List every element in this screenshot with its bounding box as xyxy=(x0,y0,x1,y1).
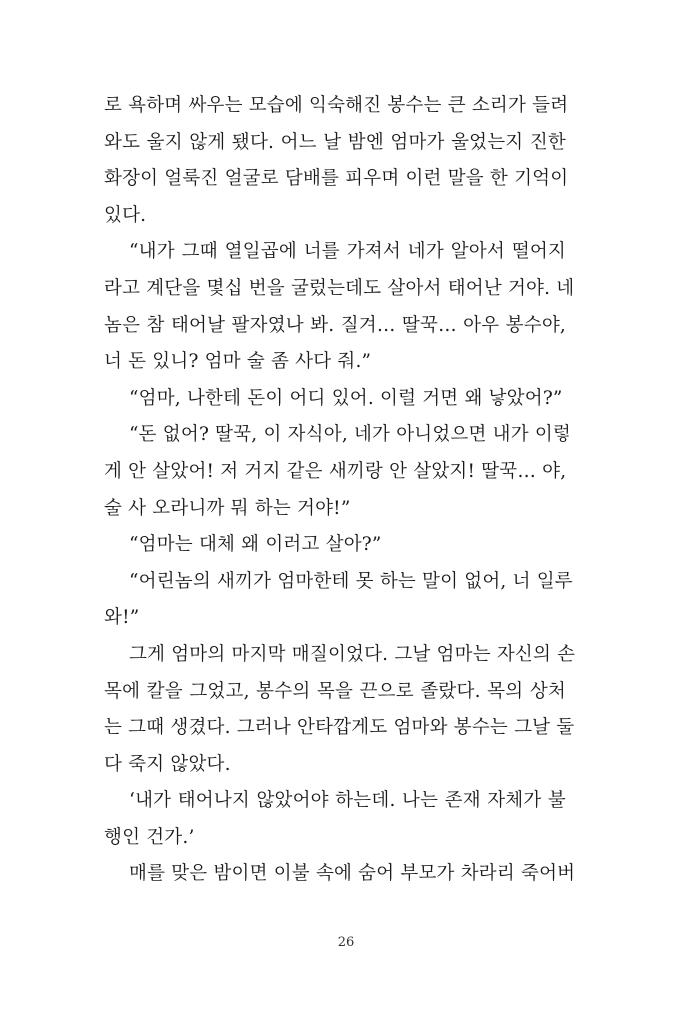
text-line: 로 욕하며 싸우는 모습에 익숙해진 봉수는 큰 소리가 들려 xyxy=(104,95,569,116)
text-line: 그게 엄마의 마지막 매질이었다. 그날 엄마는 자신의 손 xyxy=(129,643,576,665)
text-line: 는 그때 생겼다. 그러나 안타깝게도 엄마와 봉수는 그날 둘 xyxy=(104,717,575,739)
paragraph xyxy=(104,564,573,637)
paragraph xyxy=(104,417,572,527)
text-line: “엄마는 대체 왜 이러고 살아?” xyxy=(129,534,382,556)
text-line: 행인 건가.’ xyxy=(104,826,195,848)
text-line: 게 안 살았어! 저 거지 같은 새끼랑 안 살았지! 딸꾹… 야, xyxy=(104,460,567,482)
text-line: “내가 그때 열일곱에 너를 가져서 네가 알아서 떨어지 xyxy=(129,241,566,263)
text-line: 있다. xyxy=(104,204,147,226)
text-line: “돈 없어? 딸꾹, 이 자식아, 네가 아니었으면 내가 이렇 xyxy=(129,424,572,446)
page-number: 26 xyxy=(337,935,355,950)
page-body xyxy=(104,88,576,893)
paragraph xyxy=(104,637,576,783)
text-line: 와도 울지 않게 됐다. 어느 날 밤엔 엄마가 울었는지 진한 xyxy=(104,131,566,153)
text-line: 라고 계단을 몇십 번을 굴렀는데도 살아서 태어난 거야. 네 xyxy=(104,277,575,299)
text-line: 화장이 얼룩진 얼굴로 담배를 피우며 이런 말을 한 기억이 xyxy=(104,168,569,190)
text-line: 너 돈 있니? 엄마 술 좀 사다 줘.” xyxy=(104,351,372,373)
text-line: 매를 맞은 밤이면 이불 속에 숨어 부모가 차라리 죽어버 xyxy=(129,863,576,885)
text-line: 다 죽지 않았다. xyxy=(104,753,231,775)
paragraph xyxy=(104,856,576,893)
paragraph xyxy=(104,527,566,564)
text-line: “어린놈의 새끼가 엄마한테 못 하는 말이 없어, 너 일루 xyxy=(129,570,573,592)
paragraph xyxy=(104,234,575,380)
paragraph xyxy=(104,783,566,856)
text-line: “엄마, 나한테 돈이 어디 있어. 이럴 거면 왜 낳았어?” xyxy=(129,387,563,409)
text-line: 목에 칼을 그었고, 봉수의 목을 끈으로 졸랐다. 목의 상처 xyxy=(104,680,566,702)
text-line: ‘내가 태어나지 않았어야 하는데. 나는 존재 자체가 불 xyxy=(129,790,566,812)
paragraph xyxy=(104,88,569,234)
text-line: 와!” xyxy=(104,607,140,629)
paragraph xyxy=(104,381,566,418)
text-line: 술 사 오라니까 뭐 하는 거야!” xyxy=(104,497,351,519)
text-line: 놈은 참 태어날 팔자였나 봐. 질겨… 딸꾹… 아우 봉수야, xyxy=(104,314,566,336)
